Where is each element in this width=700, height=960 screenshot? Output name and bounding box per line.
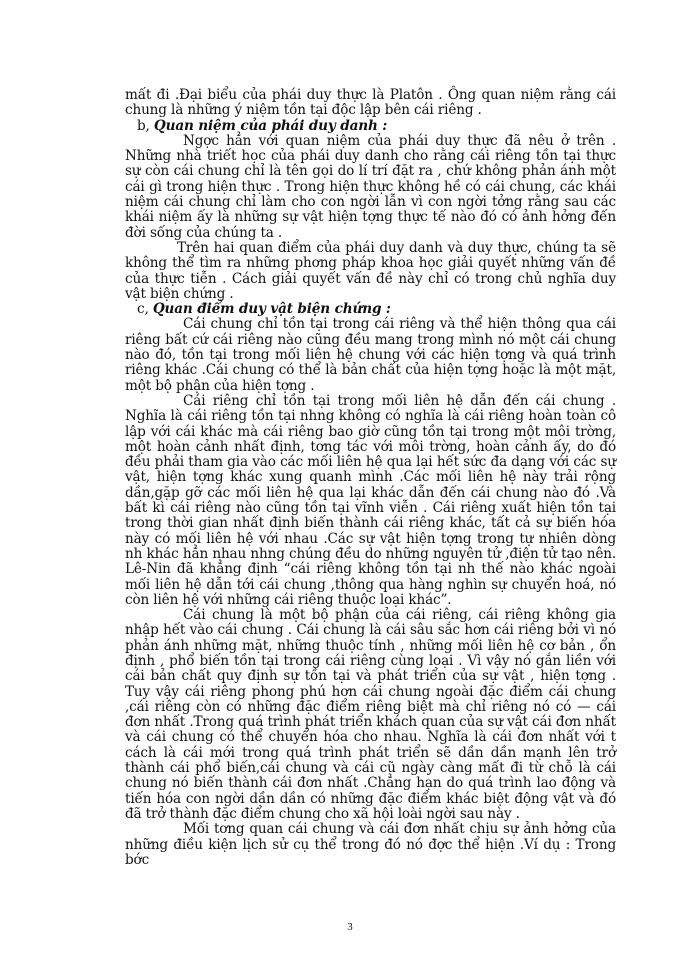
page-body: [125, 88, 616, 868]
paragraph-5: Cái riêng chỉ tồn tại trong mối liên hệ dẫn đến cái chung . Nghĩa là cái riêng tồn tại nhng không có nghĩa là cái riêng hoàn toàn cô lập với cái khác mà cái riêng bao giờ cũng tồn tại trong một môi trờng, một hoàn cảnh nhất định, tơng tác với môi trờng, hoàn cảnh ấy, do đó đều phải tham gia vào các mối liên hệ qua lại hết sức đa dạng với các sự vật, hiện tợng khác xung quanh mình .Các mối liên hệ này trải rộng dần,gặp gỡ các mối liên hệ qua lại khác dẫn đến cái chung nào đó .Và bất kì cái riêng nào cũng tồn tại vĩnh viễn . Cái riêng xuất hiện tồn tại trong thời gian nhất định biến thành cái riêng khác, tất cả sự biến hóa này có mối liên hệ với nhau .Các sự vật hiện tợng trong tự nhiên dòng nh khác hẳn nhau nhng chúng đều do những nguyên tử ,điện tử tạo nên. Lê-Nin đã khẳng định “cái riêng không tồn tại nh thế nào khác ngoài mối liên hệ dẫn tới cái chung ,thông qua hàng nghìn sự chuyển hoá, nó còn liên hệ với những cái riêng thuộc loại khác”.: [125, 392, 616, 608]
heading-c: [125, 302, 616, 317]
paragraph-2: Ngợc hẳn với quan niệm của phái duy thực đã nêu ở trên . Những nhà triết học của phái duy danh cho rằng cái riêng tồn tại thực sự còn cái chung chỉ là tên gọi do lí trí đặt ra , chứ không phản ánh một cái gì trong hiện thực . Trong hiện thực không hề có cái chung, các khái niệm cái chung chỉ làm cho con ngời lẫn vì con ngời tởng rằng sau các khái niệm ấy là những sự vật hiện tợng thực tế nào đó có ảnh hởng đến đời sống của chúng ta .: [125, 132, 616, 241]
heading-b-text: Quan niệm của phái duy danh :: [153, 117, 388, 134]
heading-c-label: c,: [137, 301, 149, 318]
page-number: 3: [347, 921, 353, 933]
heading-b: [125, 119, 616, 134]
paragraph-1: mất đi .Đại biểu của phái duy thực là Platôn . Ông quan niệm rằng cái chung là những ý niệm tồn tại độc lập bên cái riêng .: [125, 87, 616, 119]
paragraph-3: Trên hai quan điểm của phái duy danh và duy thực, chúng ta sẽ không thể tìm ra những phơng pháp khoa học giải quyết những vấn đề của thực tiễn . Cách giải quyết vấn đề này chỉ có trong chủ nghĩa duy vật biện chứng .: [125, 239, 616, 302]
heading-c-text: Quan điểm duy vật biện chứng :: [152, 301, 391, 318]
paragraph-6: Cái chung là một bộ phận của cái riêng, cái riêng không gia nhập hết vào cái chung . Cái chung là cái sâu sắc hơn cái riêng bởi vì nó phản ánh những mặt, những thuộc tính , những mối liên hệ cơ bản , ổn định , phổ biến tồn tại trong cái riêng cùng loại . Vì vậy nó gắn liền với cái bản chất quy định sự tồn tại và phát triển của sự vật , hiện tợng . Tuy vậy cái riêng phong phú hơn cái chung ngoài đặc điểm cái chung ,cái riêng còn có những đặc điểm riêng biệt mà chỉ riêng nó có — cái đơn nhất .Trong quá trình phát triển khách quan của sự vật cái đơn nhất và cái chung có thể chuyển hóa cho nhau. Nghĩa là cái đơn nhất với t cách là cái mới trong quá trình phát triển sẽ dần dần mạnh lên trở thành cái phổ biến,cái chung và cái cũ ngày càng mất đi từ chỗ là cái chung nó biến thành cái đơn nhất .Chẳng hạn do quá trình lao động và tiến hóa con ngời dần dần có những đặc điểm khác biệt động vật và đó đã trở thành đặc điểm chung cho xã hội loài ngời sau này .: [125, 607, 616, 822]
paragraph-4: Cái chung chỉ tồn tại trong cái riêng và thể hiện thông qua cái riêng bất cứ cái riêng nào cũng đều mang trong mình nó một cái chung nào đó, tồn tại trong mối liên hệ chung với các hiện tợng và quá trình riêng khác .Cái chung có thể là bản chất của hiện tợng hoặc là một mặt, một bộ phận của hiện tợng .: [125, 316, 616, 394]
paragraph-7: Mối tơng quan cái chung và cái đơn nhất chịu sự ảnh hởng của những điều kiện lịch sử cụ thể trong đó nó đợc thể hiện .Ví dụ : Trong bớc: [125, 821, 616, 868]
heading-b-label: b,: [137, 117, 150, 134]
